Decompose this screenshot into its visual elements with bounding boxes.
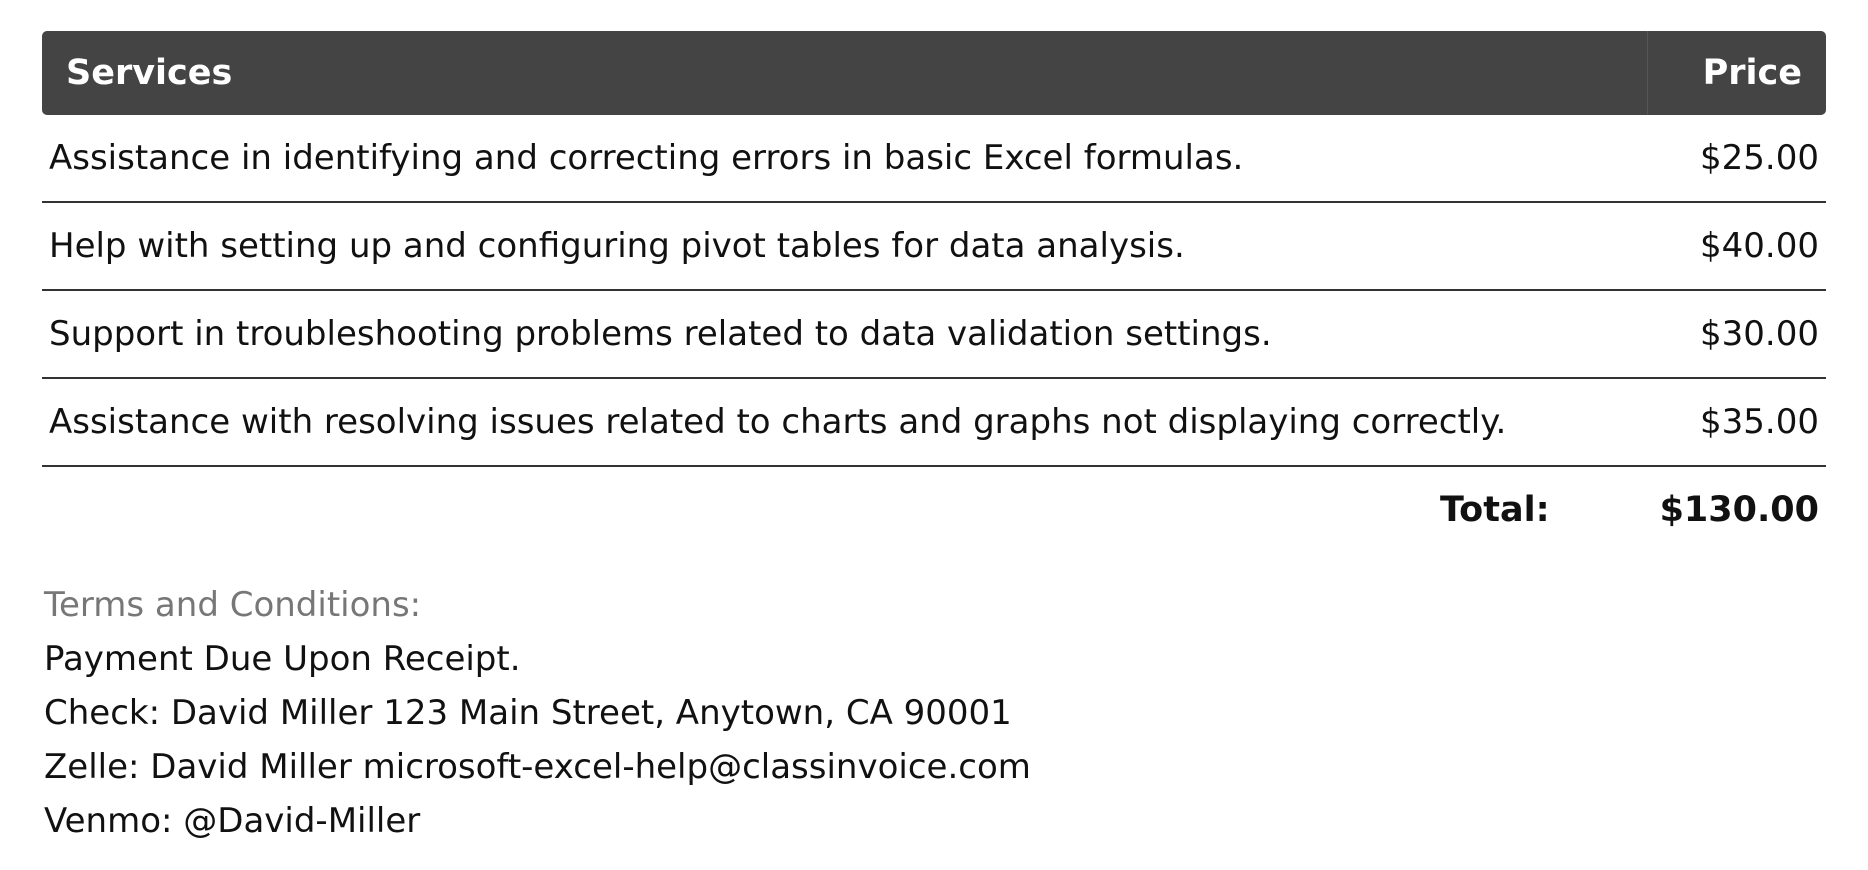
terms-title: Terms and Conditions:: [44, 585, 422, 625]
table-row: [42, 379, 1826, 467]
table-row: [42, 115, 1826, 203]
terms-line-payment-due: Payment Due Upon Receipt.: [44, 639, 521, 679]
service-description: Assistance in identifying and correcting errors in basic Excel formulas.: [49, 138, 1244, 178]
service-price: $30.00: [1700, 314, 1819, 354]
total-value: $130.00: [1659, 490, 1819, 530]
total-row: [42, 467, 1826, 553]
service-price: $35.00: [1700, 402, 1819, 442]
table-row: [42, 203, 1826, 291]
service-price: $25.00: [1700, 138, 1819, 178]
service-price: $40.00: [1700, 226, 1819, 266]
service-description: Help with setting up and configuring pivot tables for data analysis.: [49, 226, 1185, 266]
terms-line-venmo: Venmo: @David-Miller: [44, 801, 421, 841]
terms-line-check: Check: David Miller 123 Main Street, Anytown, CA 90001: [44, 693, 1012, 733]
table-header-row: [42, 31, 1826, 115]
service-description: Support in troubleshooting problems related to data validation settings.: [49, 314, 1272, 354]
table-row: [42, 291, 1826, 379]
service-description: Assistance with resolving issues related to charts and graphs not displaying correctly.: [49, 402, 1507, 442]
terms-line-zelle: Zelle: David Miller microsoft-excel-help@classinvoice.com: [44, 747, 1031, 787]
services-column-header: Services: [66, 53, 233, 93]
total-label: Total:: [1439, 490, 1550, 530]
price-column-header: Price: [1647, 31, 1826, 115]
terms-section: [44, 578, 1031, 848]
services-table: [42, 31, 1826, 553]
